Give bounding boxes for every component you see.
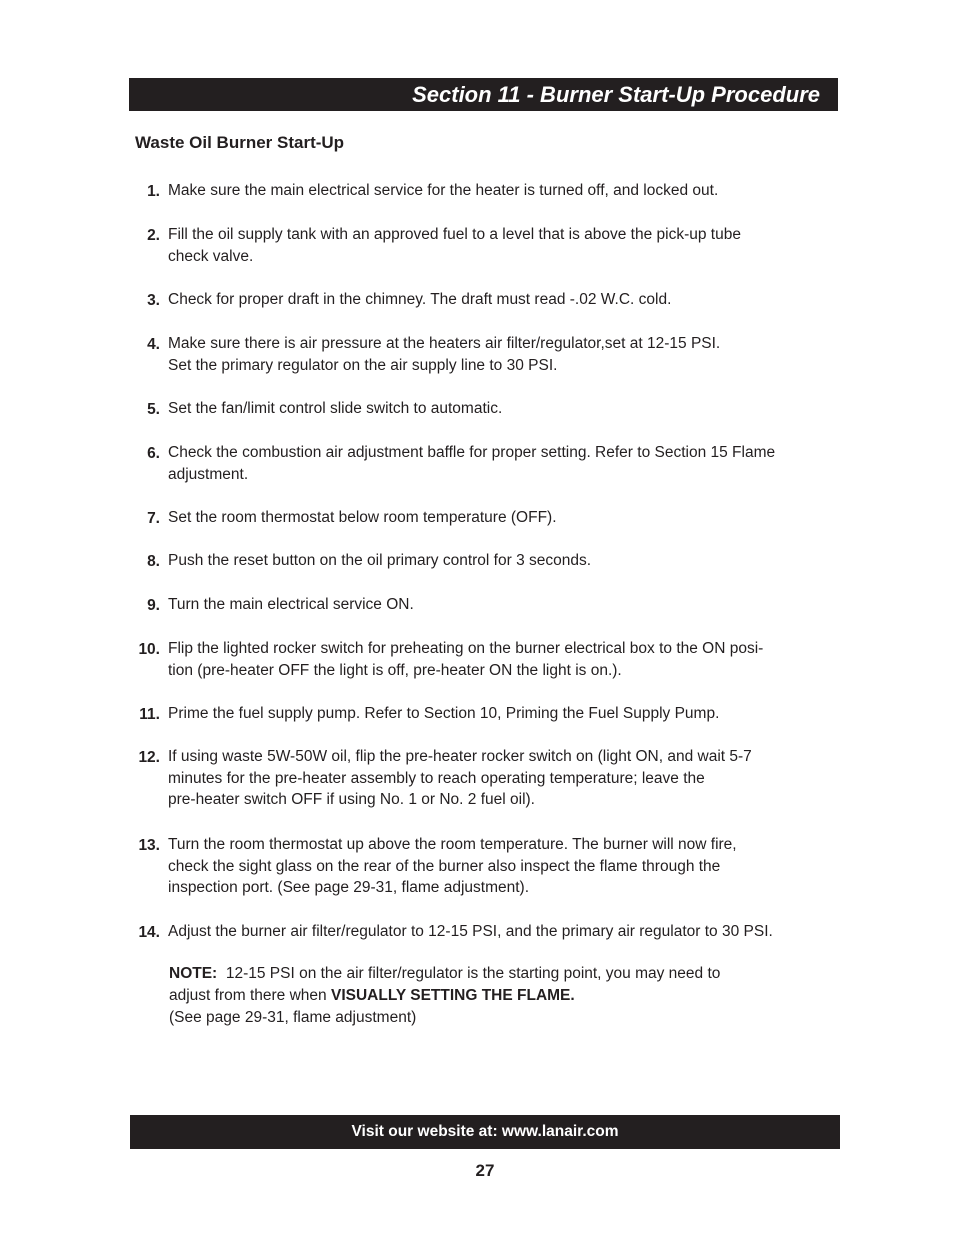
step-text: Turn the room thermostat up above the room temperature. The burner will now fire, check the sight glass on the rear of the burner also inspect the flame through the inspection port. (See page 29-31, flame adjustment). — [168, 836, 737, 896]
step-text: Push the reset button on the oil primary control for 3 seconds. — [168, 552, 592, 569]
step-text: Check for proper draft in the chimney. The draft must read -.02 W.C. cold. — [168, 291, 672, 308]
step-number: 2. — [147, 227, 160, 244]
step-number: 8. — [147, 553, 160, 570]
note-emphasis: VISUALLY SETTING THE FLAME. — [330, 987, 575, 1004]
section-title: Section 11 - Burner Start-Up Procedure — [412, 82, 820, 107]
subheading: Waste Oil Burner Start-Up — [135, 133, 345, 152]
step-text: Flip the lighted rocker switch for preheating on the burner electrical box to the ON posi- tion (pre-heater OFF the light is off, pre-heater ON the light is on.). — [168, 640, 764, 679]
page-number: 27 — [475, 1161, 495, 1180]
step-number: 6. — [147, 445, 160, 462]
step-number: 4. — [147, 336, 160, 353]
step-number: 5. — [147, 401, 160, 418]
step-text: Make sure there is air pressure at the heaters air filter/regulator,set at 12-15 PSI. Set the primary regulator on the air supply line to 30 PSI. — [168, 335, 721, 374]
step-text: Check the combustion air adjustment baffle for proper setting. Refer to Section 15 Flame adjustment. — [168, 444, 776, 483]
note-line-1 — [169, 963, 809, 985]
note-block — [169, 963, 809, 1029]
section-header-banner — [129, 78, 838, 111]
step-text: Fill the oil supply tank with an approved fuel to a level that is above the pick-up tube check valve. — [168, 226, 741, 265]
website-text: Visit our website at: www.lanair.com — [351, 1123, 619, 1140]
step-text: Set the fan/limit control slide switch to automatic. — [168, 400, 503, 417]
step-number: 3. — [147, 292, 160, 309]
footer-banner — [130, 1115, 840, 1149]
step-number: 10. — [138, 641, 160, 658]
step-text: If using waste 5W-50W oil, flip the pre-heater rocker switch on (light ON, and wait 5-7 minutes for the pre-heater assembly to reach operating temperature; leave the pre-heater switch OFF if using No. 1 or No. 2 fuel oil). — [168, 748, 752, 808]
note-text: 12-15 PSI on the air filter/regulator is the starting point, you may need to — [225, 965, 721, 982]
note-reference: (See page 29-31, flame adjustment) — [169, 1009, 417, 1026]
step-number: 12. — [138, 749, 160, 766]
step-number: 11. — [139, 706, 160, 723]
note-text: adjust from there when — [169, 987, 327, 1004]
step-number: 14. — [138, 924, 160, 941]
step-text: Turn the main electrical service ON. — [168, 596, 414, 613]
step-text: Adjust the burner air filter/regulator to 12-15 PSI, and the primary air regulator to 30 PSI. — [168, 923, 773, 940]
step-number: 1. — [147, 183, 160, 200]
step-text: Set the room thermostat below room temperature (OFF). — [168, 509, 557, 526]
note-label: NOTE: — [169, 965, 218, 982]
note-line-2 — [169, 985, 809, 1007]
step-number: 13. — [138, 837, 160, 854]
step-number: 9. — [147, 597, 160, 614]
step-number: 7. — [147, 510, 160, 527]
step-text: Prime the fuel supply pump. Refer to Section 10, Priming the Fuel Supply Pump. — [168, 705, 720, 722]
step-text: Make sure the main electrical service for the heater is turned off, and locked out. — [168, 182, 719, 199]
